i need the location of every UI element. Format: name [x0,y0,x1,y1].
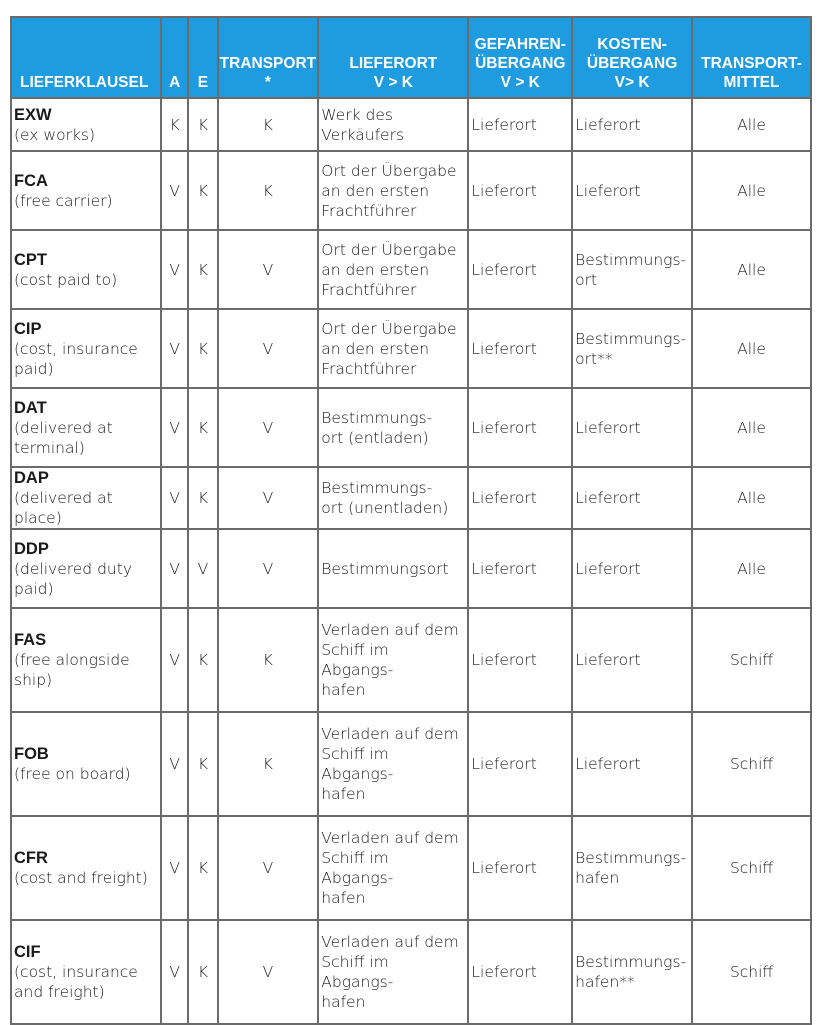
clause-code: FAS [14,631,47,649]
transport-cell: V [219,817,318,919]
clause-cell [12,99,160,150]
clause-desc: (delivered at place) [14,489,113,527]
lieferort-cell: Bestimmungsort [319,530,467,607]
kosten-cell: Bestimmungs- ort** [573,310,691,387]
kosten-cell: Bestimmungs- hafen [573,817,691,919]
table-row [12,530,810,607]
clause-cell [12,389,160,466]
clause-code: CPT [14,250,47,269]
clause-cell [12,152,160,229]
clause-code: DDP [14,539,49,558]
a-cell: V [162,530,187,607]
table-header-row [12,18,810,97]
clause-cell [12,817,160,919]
transport-cell: V [219,231,318,308]
gefahr-cell: Lieferort [469,713,571,815]
e-cell: K [189,152,216,229]
lieferort-cell: Verladen auf dem Schiff im Abgangs- hafen [319,921,467,1023]
transport-cell: K [219,609,318,711]
mittel-cell: Alle [693,389,810,466]
a-cell: V [162,231,187,308]
lieferort-cell: Ort der Übergabe an den ersten Frachtführer [319,152,467,229]
mittel-cell: Alle [693,310,810,387]
mittel-cell: Alle [693,530,810,607]
table-row [12,152,810,229]
table-row [12,99,810,150]
kosten-cell: Lieferort [573,99,691,150]
transport-cell: K [219,713,318,815]
kosten-cell: Lieferort [573,468,691,528]
clause-cell [12,921,160,1023]
transport-cell: V [219,389,318,466]
a-cell: V [162,310,187,387]
clause-cell [12,231,160,308]
mittel-cell: Alle [693,468,810,528]
lieferort-cell: Verladen auf dem Schiff im Abgangs- hafen [319,609,467,711]
mittel-cell: Schiff [693,713,810,815]
a-cell: V [162,468,187,528]
clause-desc: (free alongside ship) [14,651,130,689]
e-cell: K [189,468,216,528]
header-lieferort: LIEFERORT V > K [319,18,467,97]
header-lieferklausel: LIEFERKLAUSEL [12,18,160,97]
header-kostenuebergang: KOSTEN- ÜBERGANG V> K [573,18,691,97]
a-cell: V [162,609,187,711]
transport-cell: V [219,468,318,528]
header-e: E [189,18,216,97]
clause-code: DAT [14,398,47,417]
mittel-cell: Schiff [693,817,810,919]
clause-desc: (free on board) [14,765,131,783]
clause-desc: (free carrier) [14,191,113,210]
header-transport: TRANSPORT * [219,18,318,97]
incoterms-table [10,16,812,1025]
kosten-cell: Lieferort [573,530,691,607]
transport-cell: V [219,310,318,387]
a-cell: V [162,817,187,919]
a-cell: V [162,152,187,229]
transport-cell: V [219,921,318,1023]
clause-code: CIP [14,319,42,338]
e-cell: V [189,530,216,607]
table-row [12,713,810,815]
e-cell: K [189,817,216,919]
table-row [12,389,810,466]
clause-desc: (delivered duty paid) [14,559,132,598]
mittel-cell: Alle [693,99,810,150]
a-cell: K [162,99,187,150]
e-cell: K [189,713,216,815]
lieferort-cell: Bestimmungs- ort (unentladen) [319,468,467,528]
header-a: A [162,18,187,97]
lieferort-cell: Verladen auf dem Schiff im Abgangs- hafen [319,817,467,919]
table-row [12,231,810,308]
kosten-cell: Lieferort [573,713,691,815]
clause-desc: (ex works) [14,125,96,144]
table-row [12,310,810,387]
a-cell: V [162,921,187,1023]
transport-cell: K [219,99,318,150]
clause-code: FOB [14,745,49,763]
table-row [12,817,810,919]
gefahr-cell: Lieferort [469,310,571,387]
table-row [12,609,810,711]
table-row [12,468,810,528]
gefahr-cell: Lieferort [469,99,571,150]
clause-desc: (delivered at terminal) [14,418,113,457]
e-cell: K [189,921,216,1023]
lieferort-cell: Werk des Verkäufers [319,99,467,150]
clause-desc: (cost and freight) [14,869,148,887]
clause-desc: (cost, insurance and freight) [14,963,138,1001]
e-cell: K [189,99,216,150]
e-cell: K [189,310,216,387]
gefahr-cell: Lieferort [469,231,571,308]
a-cell: V [162,713,187,815]
gefahr-cell: Lieferort [469,921,571,1023]
e-cell: K [189,609,216,711]
clause-cell [12,713,160,815]
kosten-cell: Bestimmungs- hafen** [573,921,691,1023]
clause-code: FCA [14,171,48,190]
kosten-cell: Lieferort [573,152,691,229]
e-cell: K [189,389,216,466]
gefahr-cell: Lieferort [469,389,571,466]
gefahr-cell: Lieferort [469,152,571,229]
lieferort-cell: Verladen auf dem Schiff im Abgangs- hafen [319,713,467,815]
kosten-cell: Bestimmungs- ort [573,231,691,308]
kosten-cell: Lieferort [573,389,691,466]
gefahr-cell: Lieferort [469,530,571,607]
mittel-cell: Schiff [693,921,810,1023]
clause-code: DAP [14,469,49,487]
gefahr-cell: Lieferort [469,609,571,711]
clause-desc: (cost paid to) [14,270,118,289]
gefahr-cell: Lieferort [469,468,571,528]
mittel-cell: Schiff [693,609,810,711]
header-gefahrenuebergang: GEFAHREN- ÜBERGANG V > K [469,18,571,97]
header-transportmittel: TRANSPORT- MITTEL [693,18,810,97]
clause-cell [12,609,160,711]
lieferort-cell: Ort der Übergabe an den ersten Frachtführer [319,310,467,387]
clause-cell [12,530,160,607]
clause-desc: (cost, insurance paid) [14,339,138,378]
a-cell: V [162,389,187,466]
transport-cell: V [219,530,318,607]
clause-cell [12,468,160,528]
table-row [12,921,810,1023]
clause-code: CIF [14,943,41,961]
mittel-cell: Alle [693,152,810,229]
clause-code: CFR [14,849,48,867]
clause-code: EXW [14,105,52,124]
lieferort-cell: Ort der Übergabe an den ersten Frachtführer [319,231,467,308]
lieferort-cell: Bestimmungs- ort (entladen) [319,389,467,466]
clause-cell [12,310,160,387]
mittel-cell: Alle [693,231,810,308]
gefahr-cell: Lieferort [469,817,571,919]
e-cell: K [189,231,216,308]
kosten-cell: Lieferort [573,609,691,711]
transport-cell: K [219,152,318,229]
